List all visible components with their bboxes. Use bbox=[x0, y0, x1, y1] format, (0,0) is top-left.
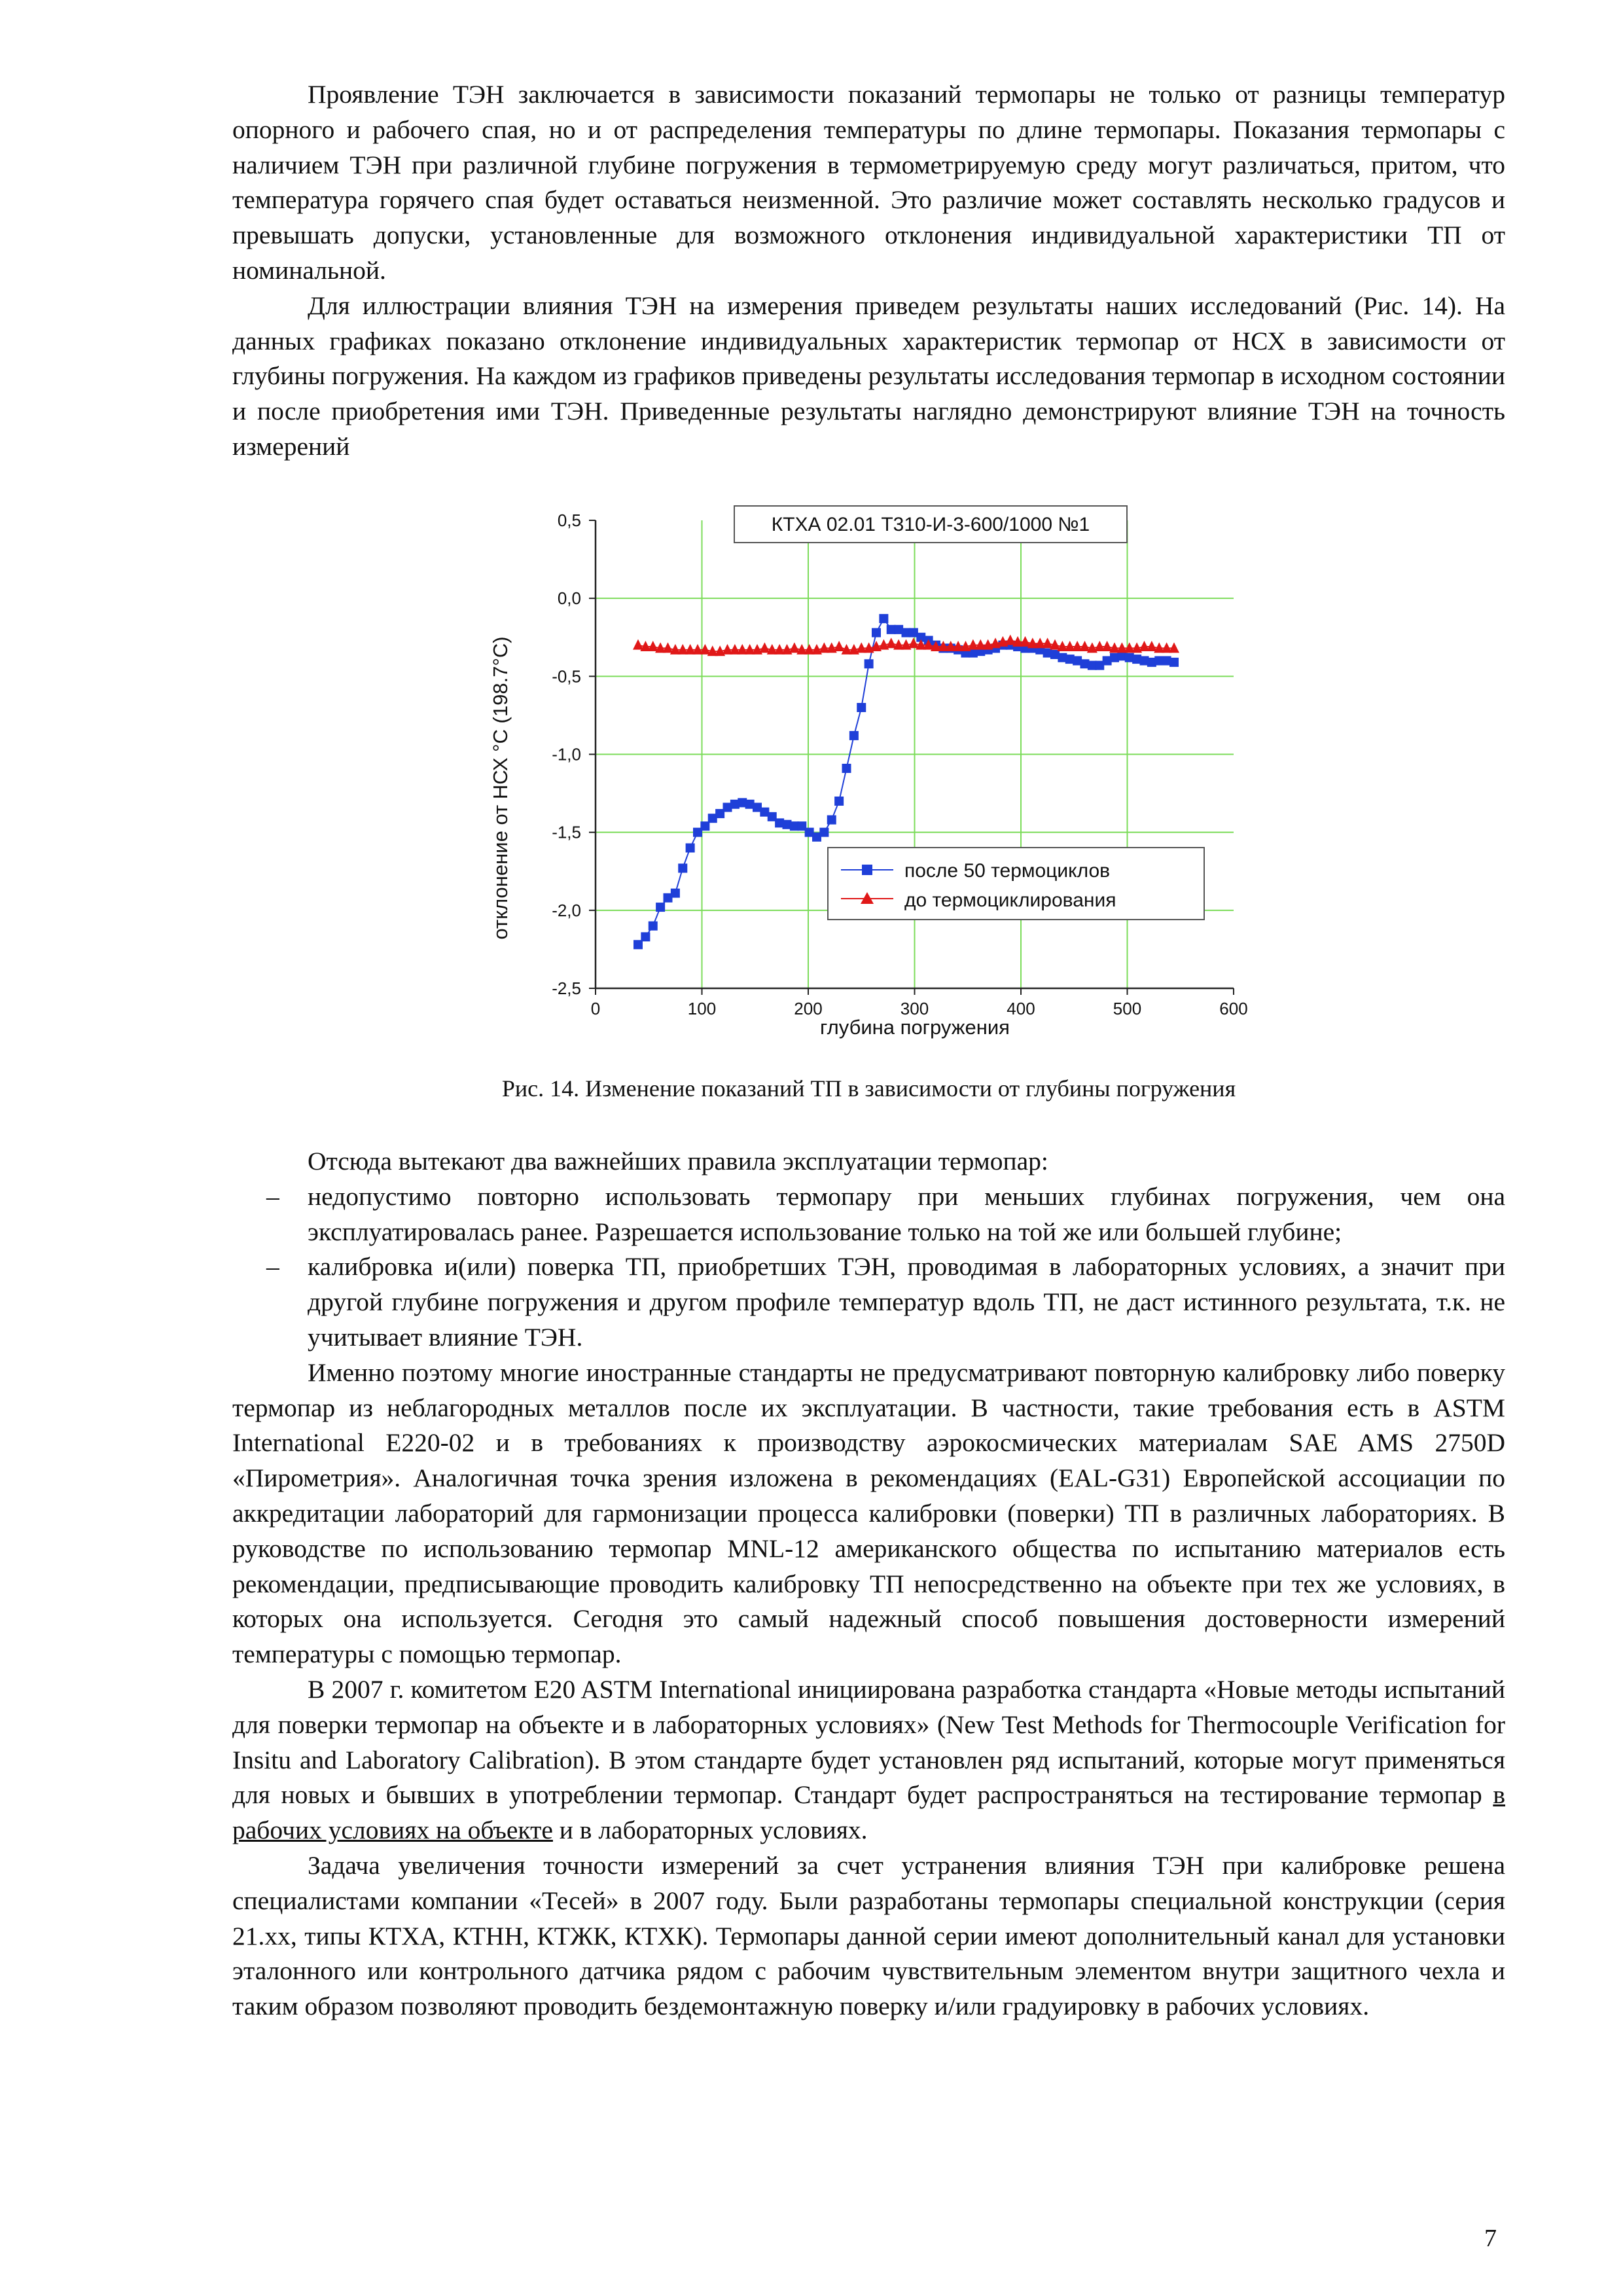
chart-title: КТХА 02.01 Т310-И-3-600/1000 №1 bbox=[771, 514, 1090, 535]
data-point bbox=[865, 659, 874, 668]
rule-item bbox=[232, 1179, 1505, 1250]
x-tick-label: 400 bbox=[1007, 999, 1035, 1018]
paragraph-rules-intro: Отсюда вытекают два важнейших правила эксплуатации термопар: bbox=[308, 1147, 1048, 1175]
data-point bbox=[678, 863, 687, 872]
y-tick-label: 0,5 bbox=[557, 511, 581, 530]
astm-text: В 2007 г. комитетом E20 ASTM International инициирована разработка стандарта «Новые методы испытаний для поверки термопар на объекте и в лабораторных условиях» (New Test Methods for Thermocouple Verification for Insitu and Laboratory Calibration). В этом стандарте будет установлен ряд испытаний, которые могут применяться для новых и бывших в употреблении термопар. Стандарт будет распространяться на тестирование термопар bbox=[232, 1674, 1505, 1810]
data-point bbox=[1147, 641, 1157, 651]
chart-title-box bbox=[734, 506, 1127, 543]
x-tick-label: 600 bbox=[1219, 999, 1248, 1018]
bullet-dash: – bbox=[266, 1252, 279, 1282]
y-tick-label: -1,0 bbox=[552, 744, 581, 764]
y-tick-label: 0,0 bbox=[557, 588, 581, 609]
rule-item bbox=[232, 1249, 1505, 1355]
y-tick-label: -0,5 bbox=[552, 666, 581, 687]
data-point bbox=[671, 889, 680, 898]
paragraph-astm-standard bbox=[232, 1672, 1505, 1848]
paragraph-illustration: Для иллюстрации влияния ТЭН на измерения приведем результаты наших исследований (Рис. 14). На данных графиках показано отклонение индивидуальных характеристик термопар от НСХ в зависимости от глубины погружения. На каждом из графиков приведены результаты исследования термопар в исходном состоянии и после приобретения ими ТЭН. Приведенные результаты наглядно демонстрируют влияние ТЭН на точность измерений bbox=[232, 291, 1505, 461]
legend-marker-after bbox=[862, 865, 872, 875]
paragraph-ten-manifestation: Проявление ТЭН заключается в зависимости показаний термопары не только от разницы температур опорного и рабочего спая, но и от распределения температуры по длине термопары. Показания термопары с наличием ТЭН при различной глубине погружения в термометрируемую среду могут различаться, притом, что температура горячего спая будет оставаться неизменной. Это различие может составлять несколько градусов и превышать допуски, установленные для возможного отклонения индивидуальной характеристики ТП от номинальной. bbox=[232, 80, 1505, 285]
text-block-bottom bbox=[232, 1144, 1505, 2024]
data-point bbox=[789, 642, 800, 653]
deviation-chart bbox=[458, 488, 1276, 1057]
y-axis-label: отклонение от НСХ °С (198.7°С) bbox=[489, 636, 512, 940]
bullet-dash: – bbox=[266, 1181, 279, 1211]
data-point bbox=[834, 797, 844, 806]
data-point bbox=[879, 614, 888, 623]
data-point bbox=[872, 628, 881, 637]
x-tick-label: 0 bbox=[590, 999, 601, 1018]
legend-label-after: после 50 термоциклов bbox=[904, 860, 1111, 882]
x-axis-label: глубина погружения bbox=[820, 1016, 1010, 1039]
legend-label-before: до термоциклирования bbox=[904, 889, 1116, 911]
astm-underlined-text: в рабочих условиях на объекте bbox=[232, 1780, 1505, 1845]
x-tick-label: 300 bbox=[900, 999, 929, 1018]
y-tick-label: -1,5 bbox=[552, 822, 581, 842]
rules-list bbox=[232, 1179, 1505, 1355]
x-tick-label: 200 bbox=[794, 999, 823, 1018]
data-point bbox=[857, 703, 866, 712]
data-point bbox=[641, 932, 650, 941]
data-point bbox=[886, 637, 897, 648]
paragraph-foreign-standards: Именно поэтому многие иностранные стандарты не предусматривают повторную калибровку либо поверку термопар из неблагородных металлов после их эксплуатации. В частности, такие требования есть в ASTM International E220-02 и в требованиях к производству аэрокосмических материалам SAE AMS 2750D «Пирометрия». Аналогичная точка зрения изложена в рекомендациях (EAL-G31) Европейской ассоциации по аккредитации лабораторий для гармонизации процесса калибровки (поверки) ТП в различных лабораториях. В руководстве по использованию термопар MNL-12 американского общества по испытанию материалов есть рекомендации, предписывающие проводить калибровку ТП непосредственно на объекте при тех же условиях, в которых она используется. Сегодня это самый надежный способ повышения достоверности измерений температуры с помощью термопар. bbox=[232, 1357, 1505, 1669]
data-point bbox=[686, 844, 695, 853]
paragraph-tesey-solution: Задача увеличения точности измерений за счет устранения влияния ТЭН при калибровке решена специалистами компании «Тесей» в 2007 году. Были разработаны термопары специальной конструкции (серия 21.хх, типы КТХА, КТНН, КТЖК, КТХК). Термопары данной серии имеют дополнительный канал для установки эталонного или контрольного датчика рядом с рабочим чувствительным элементом внутри защитного чехла и таким образом позволяют проводить бездемонтажную поверку и/или градуировку в рабочих условиях. bbox=[232, 1850, 1505, 2021]
data-point bbox=[849, 731, 859, 740]
data-point bbox=[759, 642, 770, 653]
series-before-cycling bbox=[633, 635, 1179, 656]
rule-text: калибровка и(или) поверка ТП, приобретших ТЭН, проводимая в лабораторных условиях, а значит при другой глубине погружения и другом профиле температур вдоль ТП, не даст истинного результата, т.к. не учитывает влияние ТЭН. bbox=[308, 1252, 1505, 1352]
chart-axes bbox=[552, 511, 1248, 1018]
x-tick-label: 500 bbox=[1113, 999, 1142, 1018]
data-point bbox=[648, 641, 658, 651]
y-tick-label: -2,0 bbox=[552, 900, 581, 920]
rule-text: недопустимо повторно использовать термопару при меньших глубинах погружения, чем она эксплуатировалась ранее. Разрешается использование только на той же или большей глубине; bbox=[308, 1181, 1505, 1246]
page-number: 7 bbox=[1484, 2225, 1497, 2252]
data-point bbox=[834, 641, 844, 651]
y-tick-label: -2,5 bbox=[552, 978, 581, 998]
astm-text-end: и в лабораторных условиях. bbox=[552, 1816, 868, 1845]
data-point bbox=[819, 828, 829, 837]
text-block-top bbox=[232, 77, 1505, 465]
data-point bbox=[656, 903, 665, 912]
figure-chart bbox=[458, 488, 1276, 1057]
figure-caption: Рис. 14. Изменение показаний ТП в зависимости от глубины погружения bbox=[501, 1075, 1236, 1102]
data-point bbox=[1043, 637, 1053, 648]
data-point bbox=[633, 639, 643, 650]
data-point bbox=[1102, 641, 1113, 651]
data-point bbox=[842, 764, 851, 773]
data-point bbox=[827, 816, 836, 825]
data-point bbox=[1005, 635, 1016, 645]
data-point bbox=[700, 821, 709, 831]
data-point bbox=[649, 922, 658, 931]
data-point bbox=[633, 940, 643, 949]
x-tick-label: 100 bbox=[687, 999, 717, 1018]
data-point bbox=[1169, 658, 1179, 667]
data-point bbox=[1080, 641, 1090, 651]
chart-legend bbox=[828, 848, 1204, 920]
